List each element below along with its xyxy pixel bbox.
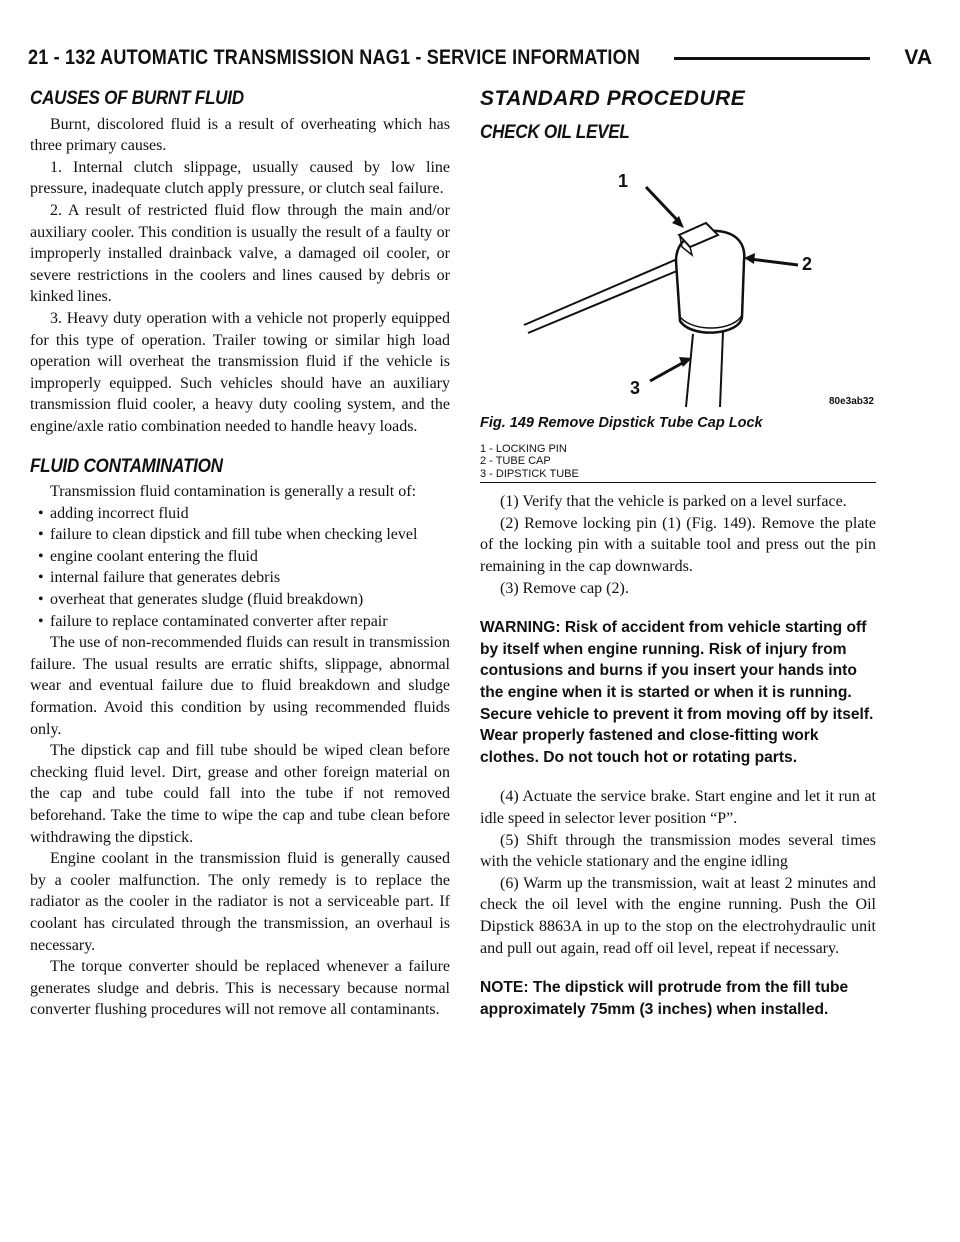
dipstick-tube-illustration <box>480 149 876 409</box>
tool-line <box>528 268 684 333</box>
figure-code: 80e3ab32 <box>828 396 874 408</box>
step-3: (3) Remove cap (2). <box>500 579 629 597</box>
paragraph: The use of non-recommended fluids can result in transmission failure. The usual results are erratic shifts, slippage, abnormal wear and eventual failure due to fluid breakdown and sludge formation. Avoid this condition by using recommended fluids only. <box>30 634 450 738</box>
heading-standard-procedure: STANDARD PROCEDURE <box>480 87 746 110</box>
step-1: (1) Verify that the vehicle is parked on a level surface. <box>500 493 847 511</box>
legend-item: 3 - DIPSTICK TUBE <box>480 467 579 480</box>
bullet-icon: • <box>38 504 44 522</box>
figure-caption: Fig. 149 Remove Dipstick Tube Cap Lock <box>480 415 763 432</box>
heading-check-oil-level: CHECK OIL LEVEL <box>480 121 630 143</box>
paragraph: 2. A result of restricted fluid flow through the main and/or auxiliary cooler. This condition is usually the result of a faulty or improperly installed drainback valve, a damaged oil cooler, or severe restrictions in the coolers and lines caused by debris or kinked lines. <box>30 201 450 306</box>
figure-dipstick-cap <box>480 149 876 409</box>
spacer <box>480 599 876 617</box>
callout-arrow <box>650 361 686 381</box>
paragraph: 1. Internal clutch slippage, usually caused by low line pressure, inadequate clutch apply pressure, or clutch seal failure. <box>30 158 450 198</box>
note-text: NOTE: The dipstick will protrude from the fill tube approximately 75mm (3 inches) when installed. <box>480 979 849 1018</box>
tube-cap-shape <box>676 231 744 333</box>
legend-item: 1 - LOCKING PIN <box>480 442 567 455</box>
paragraph: Burnt, discolored fluid is a result of overheating which has three primary causes. <box>30 115 450 155</box>
bullet-item: • internal failure that generates debris <box>30 567 450 589</box>
callout-3: 3 <box>630 378 641 399</box>
legend-rule <box>480 482 876 483</box>
paragraph: The torque converter should be replaced whenever a failure generates sludge and debris. This is necessary because normal converter flushing procedures will not remove all contaminants. <box>30 958 450 1019</box>
legend-item: 2 - TUBE CAP <box>480 455 551 468</box>
tube-line <box>720 332 723 407</box>
bullet-icon: • <box>38 526 44 544</box>
callout-2: 2 <box>802 254 813 275</box>
tube-line <box>686 334 693 407</box>
figure-legend <box>480 443 876 481</box>
page-header <box>28 46 932 80</box>
heading-fluid-contamination: FLUID CONTAMINATION <box>30 455 223 477</box>
step-5: (5) Shift through the transmission modes several times with the vehicle stationary and the engine idling <box>480 831 876 871</box>
step-4: (4) Actuate the service brake. Start engine and let it run at idle speed in selector lever position “P”. <box>480 788 876 827</box>
bullet-item: • failure to replace contaminated converter after repair <box>30 611 450 633</box>
spacer <box>480 768 876 786</box>
step-2: (2) Remove locking pin (1) (Fig. 149). Remove the plate of the locking pin with a suitable tool and press out the pin remaining in the cap downwards. <box>480 514 876 576</box>
paragraph: 3. Heavy duty operation with a vehicle not properly equipped for this type of operation. Trailer towing or similar high load operation will overheat the transmission fluid if the vehicle is improperly equipped. Such vehicles should have an auxiliary transmission fluid cooler, a heavy duty cooling system, and the engine/axle ratio combination needed to handle heavy loads. <box>30 309 450 435</box>
bullet-item: • adding incorrect fluid <box>30 503 450 525</box>
right-column <box>480 88 876 1020</box>
spacer <box>480 959 876 977</box>
callout-arrowhead <box>744 253 755 264</box>
bullet-item: • failure to clean dipstick and fill tube when checking level <box>30 524 450 546</box>
bullet-item: • engine coolant entering the fluid <box>30 546 450 568</box>
bullet-icon: • <box>38 591 44 609</box>
callout-arrow <box>750 259 798 265</box>
step-6: (6) Warm up the transmission, wait at least 2 minutes and check the oil level with the engine running. Push the Oil Dipstick 8863A in up to the stop on the electrohydraulic unit and pull out again, read off oil level, repeat if necessary. <box>480 874 876 957</box>
callout-arrow <box>646 187 680 223</box>
bullet-icon: • <box>38 547 44 565</box>
heading-causes-of-burnt-fluid: CAUSES OF BURNT FLUID <box>30 88 244 109</box>
callout-1: 1 <box>618 171 629 192</box>
page-header-model: VA <box>904 46 932 69</box>
page-header-title: 21 - 132 AUTOMATIC TRANSMISSION NAG1 - SERVICE INFORMATION <box>28 46 641 69</box>
paragraph: Engine coolant in the transmission fluid is generally caused by a cooler malfunction. The only remedy is to replace the radiator as the cooler in the radiator is not a serviceable part. If coolant has circulated through the transmission, an overhaul is necessary. <box>30 850 450 954</box>
paragraph: Transmission fluid contamination is generally a result of: <box>50 483 417 501</box>
spacer <box>30 438 450 456</box>
bullet-item: • overheat that generates sludge (fluid breakdown) <box>30 589 450 611</box>
bullet-icon: • <box>38 612 44 630</box>
warning-text: WARNING: Risk of accident from vehicle starting off by itself when engine running. Risk of injury from contusions and burns if you insert your hands into the engine when it is started or when it is running. Secure vehicle to prevent it from moving off by itself. Wear properly fastened and close-fitting work clothes. Do not touch hot or rotating parts. <box>480 619 874 766</box>
left-column <box>30 88 450 1021</box>
paragraph: The dipstick cap and fill tube should be wiped clean before checking fluid level. Dirt, grease and other foreign material on the cap and tube could fall into the tube if not removed beforehand. Take the time to wipe the cap and tube clean before withdrawing the dipstick. <box>30 742 450 846</box>
header-rule <box>674 57 870 60</box>
tool-line <box>524 257 682 325</box>
bullet-icon: • <box>38 569 44 587</box>
